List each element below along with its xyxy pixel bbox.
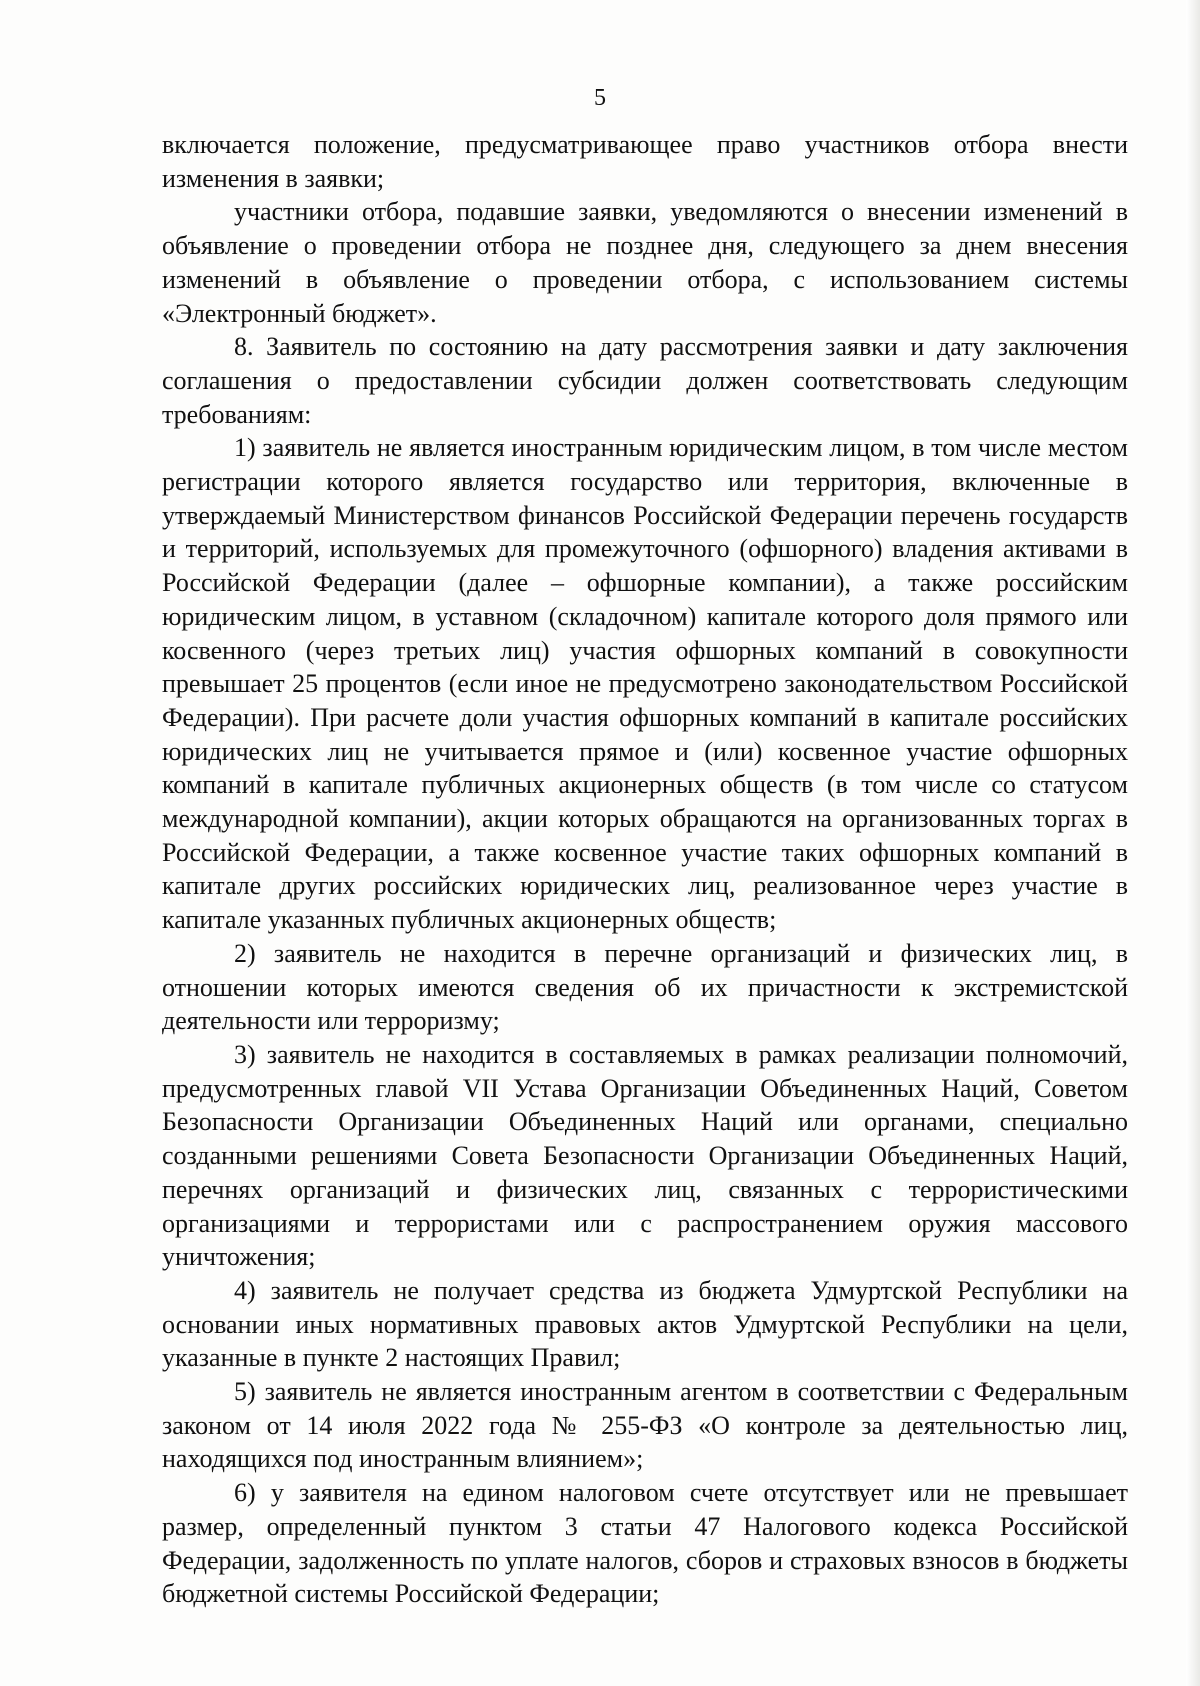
- paragraph-subitem-3: 3) заявитель не находится в составляемых в рамках реализации полномочий, предусмотренных главой VII Устава Организации Объединенных Наций, Советом Безопасности Организации Объединенных Наций или органами, специально созданными решениями Совета Безопасности Организации Объединенных Наций, перечнях организаций и физических лиц, связанных с террористическими организациями и террористами или с распространением оружия массового уничтожения;: [162, 1039, 1128, 1272]
- paragraph-subitem-2: 2) заявитель не находится в перечне организаций и физических лиц, в отношении которых имеются сведения об их причастности к экстремистской деятельности или терроризму;: [162, 938, 1128, 1036]
- page-number: 5: [594, 85, 606, 111]
- paragraph-item-8: 8. Заявитель по состоянию на дату рассмотрения заявки и дату заключения соглашения о предоставлении субсидии должен соответствовать следующим требованиям:: [162, 332, 1128, 429]
- paragraph-subitem-6: 6) у заявителя на едином налоговом счете отсутствует или не превышает размер, определенный пунктом 3 статьи 47 Налогового кодекса Российской Федерации, задолженность по уплате налогов, сборов и страховых взносов в бюджеты бюджетной системы Российской Федерации;: [162, 1478, 1128, 1609]
- paragraph-subitem-4: 4) заявитель не получает средства из бюджета Удмуртской Республики на основании иных нормативных правовых актов Удмуртской Республики на цели, указанные в пункте 2 настоящих Правил;: [162, 1275, 1128, 1373]
- paragraph-subitem-5: 5) заявитель не является иностранным агентом в соответствии с Федеральным законом от 14 июля 2022 года № 255-ФЗ «О контроле за деятельностью лиц, находящихся под иностранным влиянием»;: [162, 1377, 1128, 1474]
- paragraph-subitem-1: 1) заявитель не является иностранным юридическим лицом, в том числе местом регистрации которого является государство или территория, включенные в утверждаемый Министерством финансов Российской Федерации перечень государств и территорий, используемых для промежуточного (офшорного) владения активами в Российской Федерации (далее – офшорные компании), а также российским юридическим лицом, в уставном (складочном) капитале которого доля прямого или косвенного (через третьих лиц) участия офшорных компаний в совокупности превышает 25 процентов (если иное не предусмотрено законодательством Российской Федерации). При расчете доли участия офшорных компаний в капитале российских юридических лиц не учитывается прямое и (или) косвенное участие офшорных компаний в капитале публичных акционерных обществ (в том числе со статусом международной компании), акции которых обращаются на организованных торгах в Российской Федерации, а также косвенное участие таких офшорных компаний в капитале других российских юридических лиц, реализованное через участие в капитале указанных публичных акционерных обществ;: [162, 433, 1128, 935]
- paragraph-continuation: включается положение, предусматривающее право участников отбора внести изменения в заявки;: [162, 130, 1128, 193]
- document-body: [162, 128, 1128, 1611]
- page-edge: [1186, 0, 1200, 1686]
- paragraph-notification: участники отбора, подавшие заявки, уведомляются о внесении изменений в объявление о проведении отбора не позднее дня, следующего за днем внесения изменений в объявление о проведении отбора, с использованием системы «Электронный бюджет».: [162, 197, 1128, 328]
